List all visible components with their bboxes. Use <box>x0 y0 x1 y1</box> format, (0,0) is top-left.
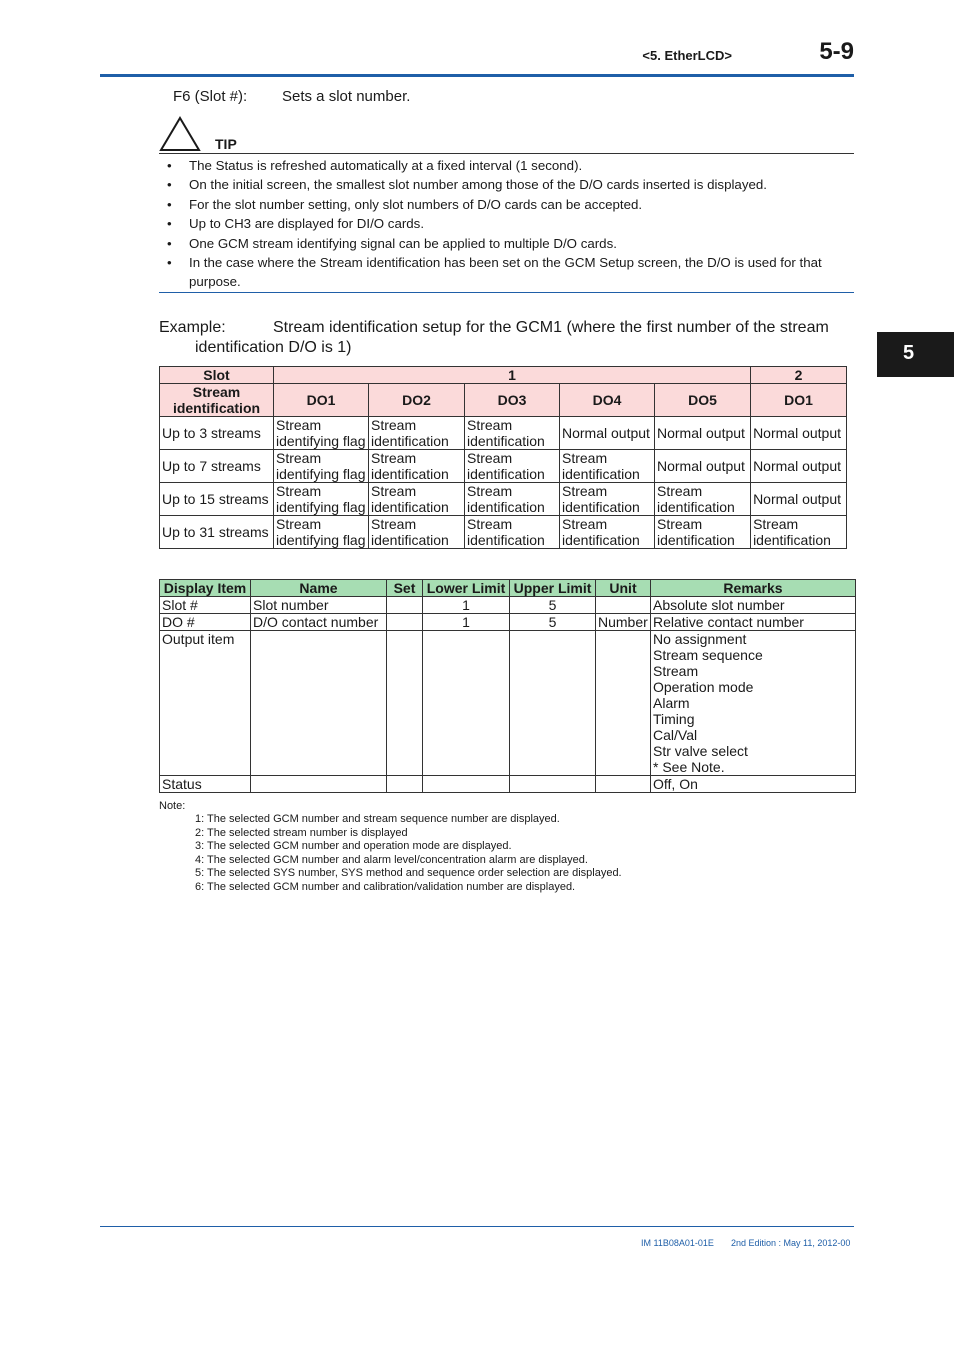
column-header: Display Item <box>160 580 251 597</box>
item-name <box>251 631 387 776</box>
tip-list <box>166 156 856 292</box>
item-name: Slot number <box>251 597 387 614</box>
do-header: DO4 <box>560 384 655 417</box>
table-cell: Normal output <box>751 450 847 483</box>
item-unit <box>596 776 651 793</box>
item-remarks: Absolute slot number <box>651 597 856 614</box>
document-id: IM 11B08A01-01E <box>641 1238 714 1248</box>
tip-title: TIP <box>215 136 237 152</box>
tip-item: • Up to CH3 are displayed for DI/O cards. <box>166 214 856 233</box>
slot-1-header: 1 <box>274 367 751 384</box>
table-cell: Normal output <box>655 450 751 483</box>
example-text-continued: identification D/O is 1) <box>195 339 352 356</box>
display-item: Status <box>160 776 251 793</box>
table-cell: Normal output <box>751 417 847 450</box>
item-unit <box>596 631 651 776</box>
chapter-side-tab-label: 5 <box>903 342 915 364</box>
table-cell: Stream identification <box>560 450 655 483</box>
table-cell: Stream identification <box>655 516 751 549</box>
note-item: 6: The selected GCM number and calibration/validation number are displayed. <box>195 880 576 893</box>
do-header: DO2 <box>369 384 465 417</box>
tip-item: • The Status is refreshed automatically at a fixed interval (1 second). <box>166 156 856 175</box>
remark-line: Stream sequence <box>653 647 763 663</box>
stream-identification-header: Stream identification <box>160 384 274 417</box>
f6-label: F6 (Slot #): <box>173 88 248 105</box>
do-header: DO1 <box>751 384 847 417</box>
remark-line: Stream <box>653 663 699 679</box>
remark-line: Str valve select <box>653 743 748 759</box>
example-label: Example: <box>159 319 226 336</box>
tip-item: • On the initial screen, the smallest slot number among those of the D/O cards inserted is displayed. <box>166 175 856 194</box>
column-header: Set <box>387 580 423 597</box>
slot-header: Slot <box>160 367 274 384</box>
row-label: Up to 31 streams <box>160 516 274 549</box>
table-cell: Stream identification <box>465 417 560 450</box>
f6-description: Sets a slot number. <box>282 88 411 105</box>
display-item-table <box>159 579 856 793</box>
table-cell: Stream identification <box>369 417 465 450</box>
note-item: 3: The selected GCM number and operation mode are displayed. <box>195 840 512 853</box>
upper-limit <box>510 776 596 793</box>
table-cell: Stream identification <box>369 450 465 483</box>
note-title: Note: <box>159 800 186 812</box>
upper-limit <box>510 631 596 776</box>
table-row <box>160 597 856 614</box>
edition-info: 2nd Edition : May 11, 2012-00 <box>731 1238 851 1248</box>
table-cell: Normal output <box>560 417 655 450</box>
page-number: 5-9 <box>819 38 854 65</box>
column-header: Remarks <box>651 580 856 597</box>
table-row <box>160 483 847 516</box>
display-item: DO # <box>160 614 251 631</box>
item-set <box>387 597 423 614</box>
table-cell: Stream identification <box>369 483 465 516</box>
upper-limit: 5 <box>510 614 596 631</box>
note-item: 4: The selected GCM number and alarm level/concentration alarm are displayed. <box>195 853 588 866</box>
row-label: Up to 7 streams <box>160 450 274 483</box>
note-list <box>195 813 622 895</box>
tip-divider-top <box>159 153 854 154</box>
tip-divider-bottom <box>159 292 854 293</box>
table-row <box>160 614 856 631</box>
item-remarks: Relative contact number <box>651 614 856 631</box>
do-header: DO5 <box>655 384 751 417</box>
column-header: Upper Limit <box>510 580 596 597</box>
note-item: 5: The selected SYS number, SYS method and sequence order selection are displayed. <box>195 867 622 880</box>
table-row <box>160 450 847 483</box>
table-row <box>160 516 847 549</box>
tip-item: • For the slot number setting, only slot numbers of D/O cards can be accepted. <box>166 195 856 214</box>
table-cell: Stream identification <box>465 483 560 516</box>
item-name: D/O contact number <box>251 614 387 631</box>
table-cell: Stream identification <box>655 483 751 516</box>
do-header: DO3 <box>465 384 560 417</box>
display-item: Output item <box>160 631 251 776</box>
remark-line: No assignment <box>653 631 747 647</box>
table-cell: Normal output <box>751 483 847 516</box>
column-header: Name <box>251 580 387 597</box>
note-item: 1: The selected GCM number and stream sequence number are displayed. <box>195 813 560 825</box>
upper-limit: 5 <box>510 597 596 614</box>
table-cell: Stream identification <box>560 483 655 516</box>
table-cell: Normal output <box>655 417 751 450</box>
remark-line: Alarm <box>653 695 690 711</box>
header-rule <box>100 74 854 77</box>
item-name <box>251 776 387 793</box>
item-remarks <box>651 631 856 776</box>
column-header: Unit <box>596 580 651 597</box>
chapter-side-tab <box>877 332 954 377</box>
remark-line: Operation mode <box>653 679 754 695</box>
tip-item: • One GCM stream identifying signal can be applied to multiple D/O cards. <box>166 234 856 253</box>
row-label: Up to 15 streams <box>160 483 274 516</box>
item-set <box>387 776 423 793</box>
warning-triangle-icon <box>159 116 201 152</box>
table-cell: Stream identifying flag <box>274 450 369 483</box>
remark-line: Cal/Val <box>653 727 698 743</box>
slot-2-header: 2 <box>751 367 847 384</box>
table-cell: Stream identification <box>369 516 465 549</box>
chapter-heading: <5. EtherLCD> <box>642 48 732 63</box>
table-cell: Stream identifying flag <box>274 483 369 516</box>
lower-limit: 1 <box>423 597 510 614</box>
stream-identification-table <box>159 366 847 549</box>
lower-limit <box>423 631 510 776</box>
row-label: Up to 3 streams <box>160 417 274 450</box>
item-set <box>387 614 423 631</box>
item-unit: Number <box>596 614 651 631</box>
table-cell: Stream identification <box>560 516 655 549</box>
table-cell: Stream identification <box>465 516 560 549</box>
table-row <box>160 417 847 450</box>
remark-line: Timing <box>653 711 695 727</box>
column-header: Lower Limit <box>423 580 510 597</box>
lower-limit: 1 <box>423 614 510 631</box>
item-set <box>387 631 423 776</box>
lower-limit <box>423 776 510 793</box>
tip-item: • In the case where the Stream identification has been set on the GCM Setup screen, the D/O is used for that purpose. <box>166 253 856 292</box>
remark-line: * See Note. <box>653 759 725 775</box>
table-cell: Stream identification <box>465 450 560 483</box>
item-unit <box>596 597 651 614</box>
note-item: 2: The selected stream number is displayed <box>195 826 408 839</box>
table-row <box>160 631 856 776</box>
table-row <box>160 776 856 793</box>
table-cell: Stream identifying flag <box>274 417 369 450</box>
example-text: Stream identification setup for the GCM1 (where the first number of the stream <box>273 319 829 336</box>
item-remarks: Off, On <box>651 776 856 793</box>
table-cell: Stream identification <box>751 516 847 549</box>
do-header: DO1 <box>274 384 369 417</box>
footer-rule <box>100 1226 854 1227</box>
table-cell: Stream identifying flag <box>274 516 369 549</box>
display-item: Slot # <box>160 597 251 614</box>
